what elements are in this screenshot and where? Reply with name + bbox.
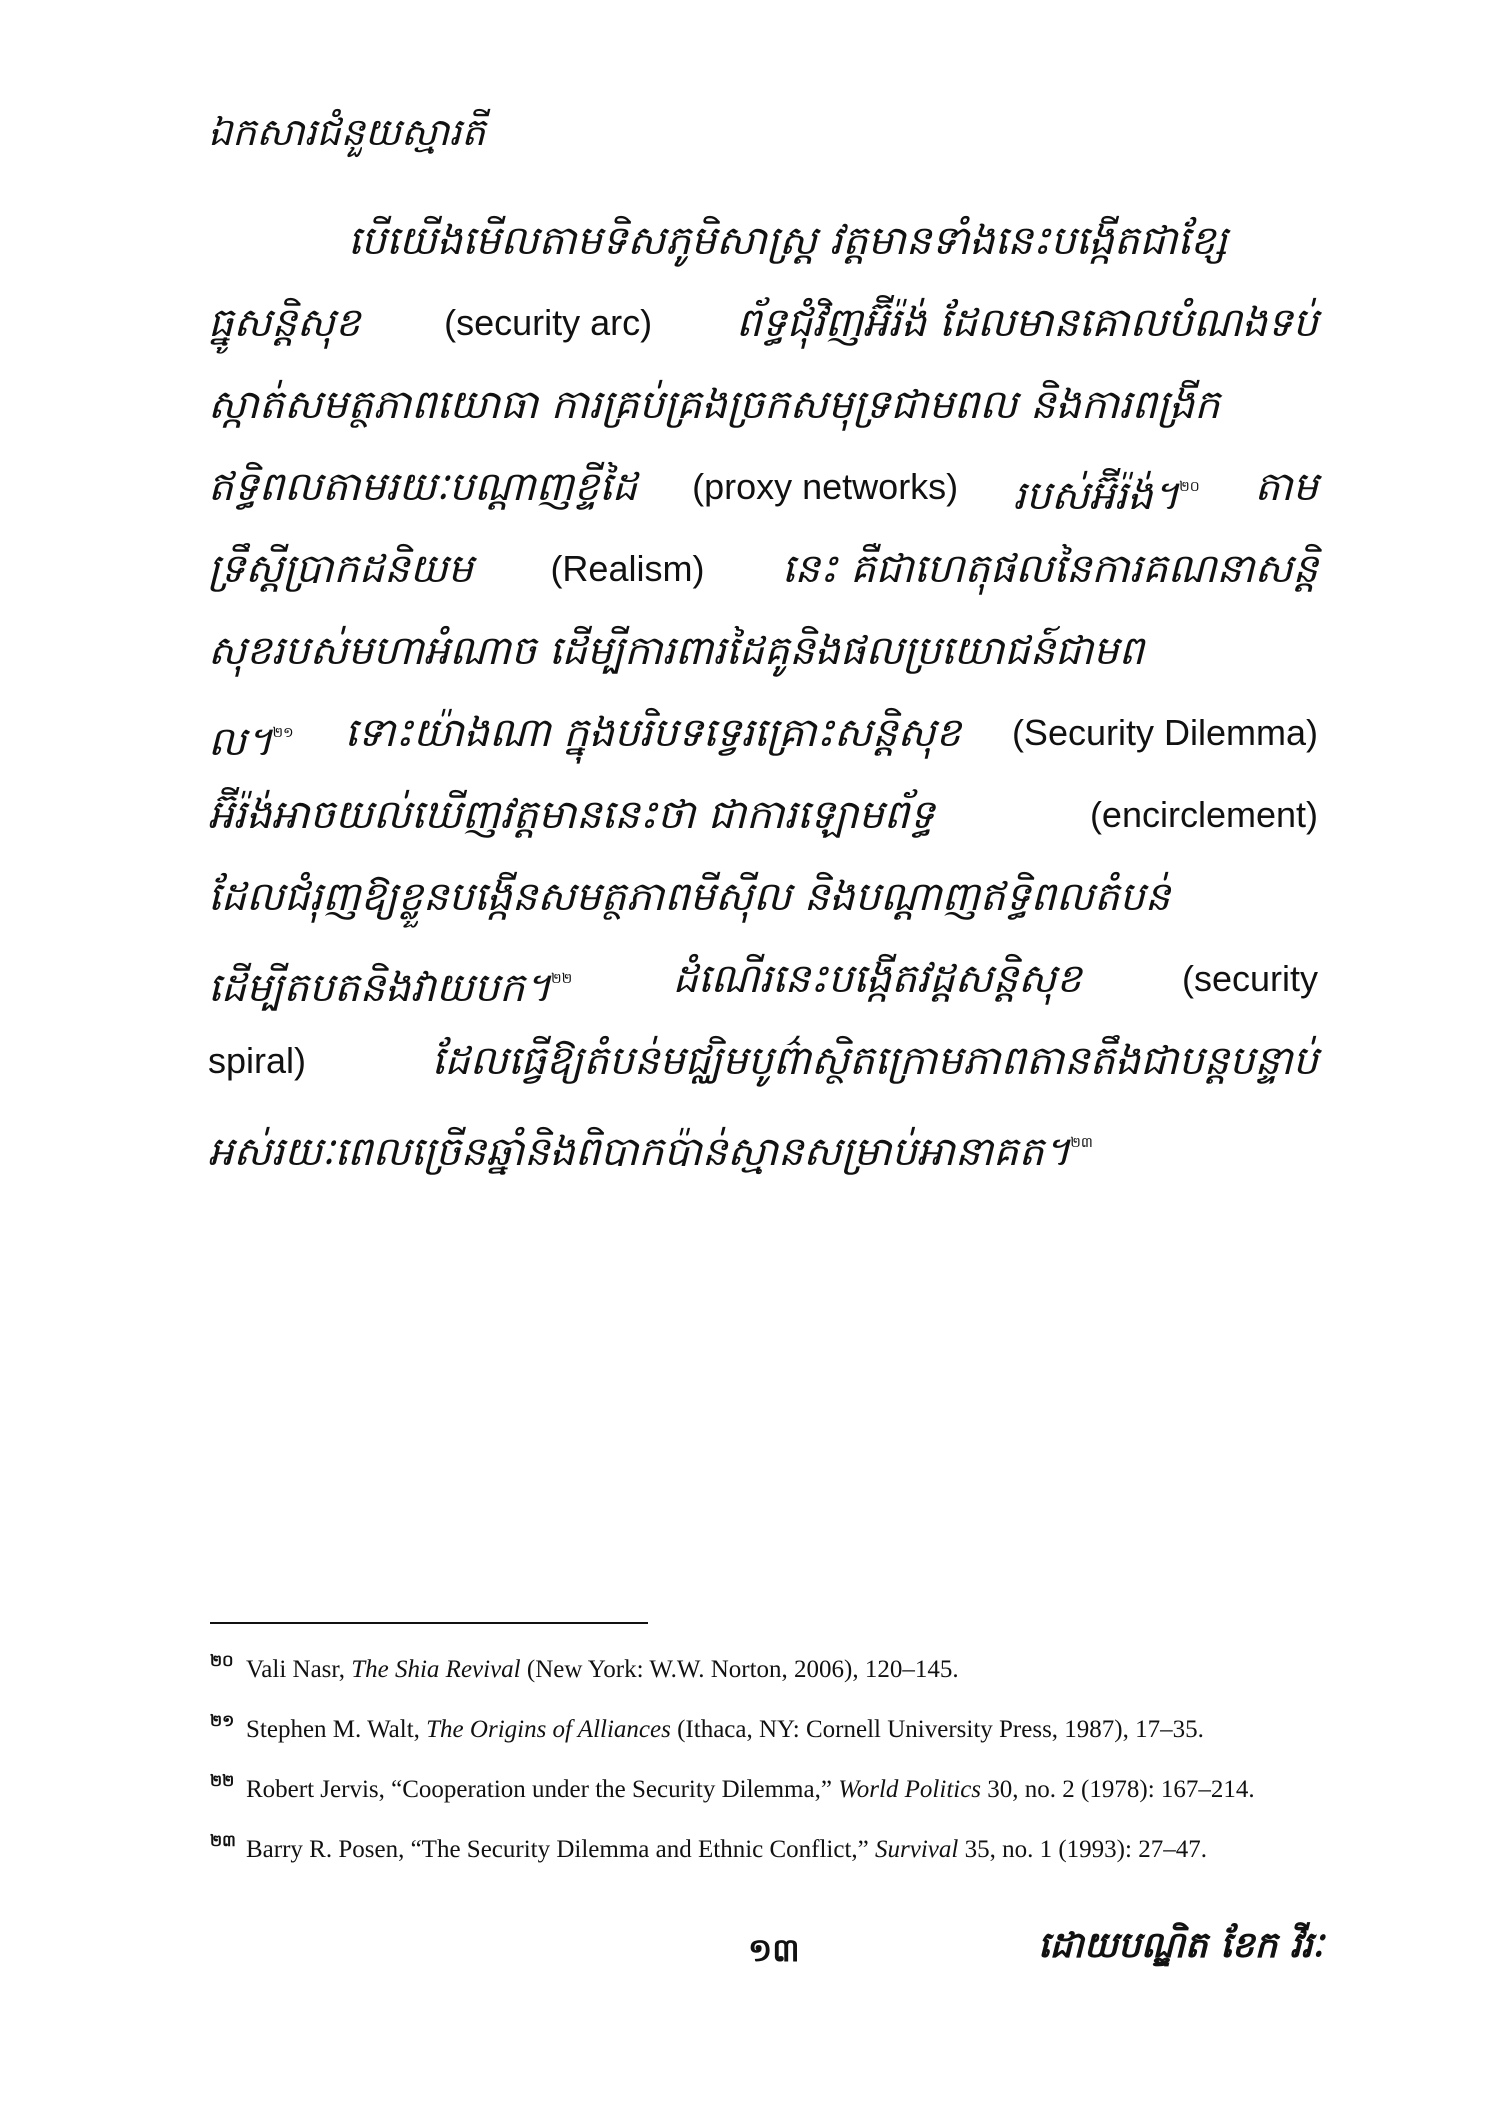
text-run: ដែលធ្វើឱ្យតំបន់មជ្ឈិមបូព៌ាស្ថិតក្រោមភាពតានតឹងជាបន្តបន្ទាប់ — [431, 1038, 1318, 1084]
footnote-number: ២២ — [210, 1773, 235, 1790]
footnote-text: Stephen M. Walt, The Origins of Alliances (Ithaca, NY: Cornell University Press, 1987), 17–35. — [246, 1716, 1204, 1743]
text-run: ស្កាត់សមត្ថភាពយោធា ការគ្រប់គ្រងច្រកសមុទ្រជាមពល និងការពង្រីក — [208, 382, 1220, 428]
footnote — [210, 1770, 1350, 1830]
work-title: The Origins of Alliances — [426, 1716, 671, 1743]
footnote — [210, 1650, 1350, 1710]
footnote — [210, 1710, 1350, 1770]
english-term: (encirclement) — [1089, 794, 1318, 835]
body-paragraph — [208, 200, 1318, 1184]
text-run: ល។ — [208, 719, 273, 765]
page-number: ១៣ — [748, 1931, 800, 1969]
body-line — [208, 938, 1318, 1020]
text-run: បើយើងមើលតាមទិសភូមិសាស្ត្រ វត្តមានទាំងនេះបង្កើតជាខ្សែ — [348, 218, 1228, 264]
text-run: របស់អ៊ីរ៉ង់។ — [1013, 473, 1180, 519]
running-header: ឯកសារជំនួយស្មារតី — [208, 110, 486, 154]
footnote-text: Robert Jervis, “Cooperation under the Security Dilemma,” World Politics 30, no. 2 (1978): 167–214. — [246, 1776, 1255, 1803]
body-line — [208, 282, 1318, 364]
author-credit: ដោយបណ្ឌិត ខែក វីរៈ — [1038, 1924, 1324, 1966]
footnote-text: Barry R. Posen, “The Security Dilemma and Ethnic Conflict,” Survival 35, no. 1 (1993): 27–47. — [246, 1836, 1207, 1863]
footnotes — [210, 1650, 1350, 1890]
footnote-ref[interactable]: ២៣ — [1070, 1135, 1093, 1151]
english-term: (Security Dilemma) — [1011, 712, 1318, 753]
text-run: ដើម្បីតបតនិងវាយបក។ — [208, 965, 551, 1011]
english-term: (security arc) — [444, 302, 653, 343]
text-run: អ៊ីរ៉ង់អាចយល់ឃើញវត្តមាននេះថា ជាការឡោមព័ទ្ធ — [208, 792, 935, 838]
english-term: (security — [1181, 958, 1318, 999]
work-title: World Politics — [838, 1776, 982, 1803]
text-run: ទោះយ៉ាងណា ក្នុងបរិបទទ្វេរគ្រោះសន្តិសុខ — [344, 710, 962, 756]
text-run: ដែលជំរុញឱ្យខ្លួនបង្កើនសមត្ថភាពមីស៊ីល និងបណ្ដាញឥទ្ធិពលតំបន់ — [208, 874, 1171, 920]
text-run: តាម — [1254, 464, 1318, 510]
footnote-text: Vali Nasr, The Shia Revival (New York: W.W. Norton, 2006), 120–145. — [246, 1656, 959, 1683]
body-line — [208, 774, 1318, 856]
text-run: អស់រយៈពេលច្រើនឆ្នាំនិងពិបាកប៉ាន់ស្មានសម្រាប់អានាគត។ — [208, 1129, 1071, 1175]
footnote-number: ២០ — [210, 1653, 234, 1670]
text-run: នេះ គឺជាហេតុផលនៃការគណនាសន្តិ — [781, 546, 1318, 592]
english-term: (proxy networks) — [692, 466, 959, 507]
footnote-separator — [210, 1622, 648, 1624]
footnote-number: ២៣ — [210, 1833, 236, 1850]
text-run: ឥទ្ធិពលតាមរយៈបណ្ដាញខ្ទីដៃ — [208, 464, 638, 510]
footnote-ref[interactable]: ២២ — [550, 971, 573, 987]
body-line — [208, 610, 1318, 692]
english-term: (Realism) — [550, 548, 705, 589]
body-line — [208, 200, 1318, 282]
english-term: spiral) — [208, 1040, 307, 1081]
body-line — [208, 446, 1318, 528]
text-run: ធ្នូសន្តិសុខ — [208, 300, 361, 346]
text-run: ព័ទ្ធជុំវិញអ៊ីរ៉ង់ ដែលមានគោលបំណងទប់ — [735, 300, 1318, 346]
text-run: ទ្រឹស្តីប្រាកដនិយម — [208, 546, 474, 592]
work-title: Survival — [875, 1836, 959, 1863]
body-line — [208, 528, 1318, 610]
footnote-ref[interactable]: ២០ — [1179, 479, 1200, 495]
body-line — [208, 364, 1318, 446]
text-run: ដំណើរនេះបង្កើតវដ្តសន្តិសុខ — [672, 956, 1082, 1002]
body-line — [208, 692, 1318, 774]
body-line — [208, 1020, 1318, 1102]
work-title: The Shia Revival — [351, 1656, 521, 1683]
footnote-number: ២១ — [210, 1713, 235, 1730]
body-line — [208, 856, 1318, 938]
footnote — [210, 1830, 1350, 1890]
text-run: សុខរបស់មហាអំណាច ដើម្បីការពារដៃគូនិងផលប្រយោជន៍ជាមព — [208, 628, 1144, 674]
body-line — [208, 1102, 1318, 1184]
footnote-ref[interactable]: ២១ — [272, 725, 294, 741]
